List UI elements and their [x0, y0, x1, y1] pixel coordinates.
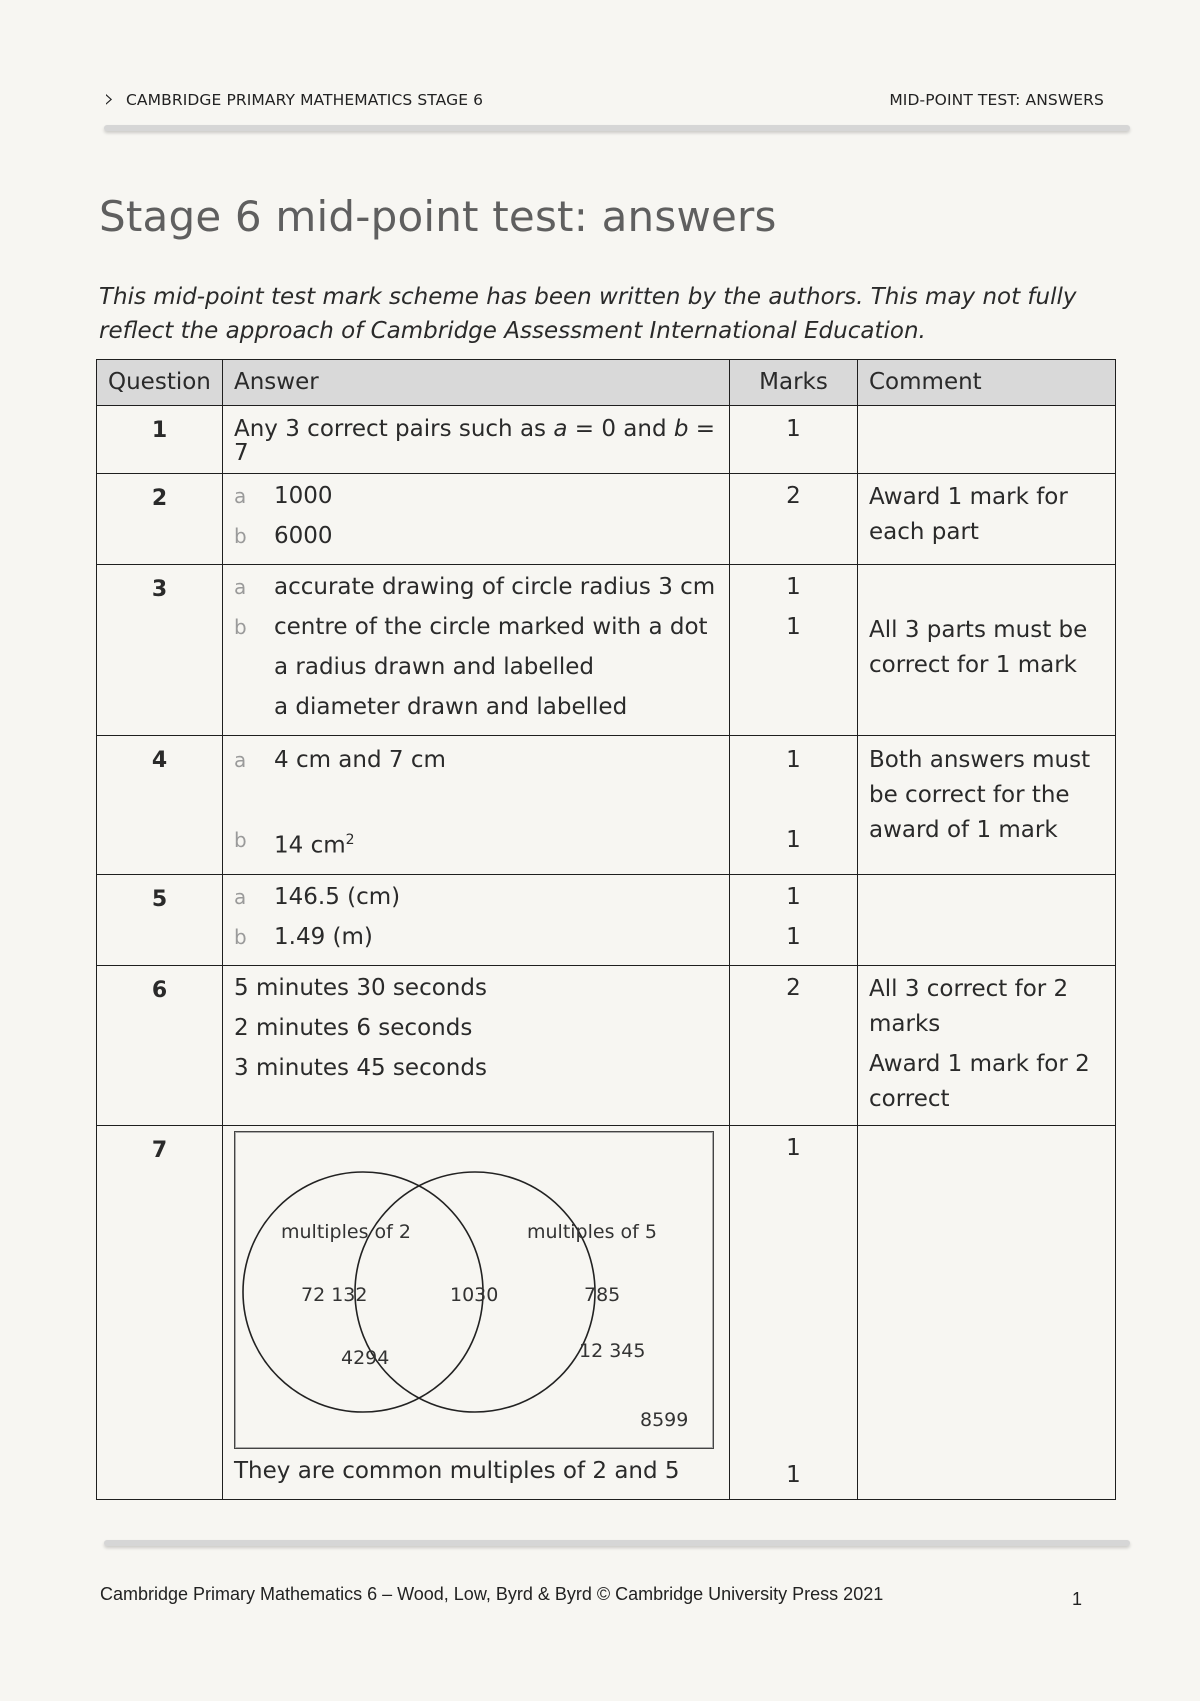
marks-value: 1 — [786, 1461, 801, 1488]
venn-diagram-svg — [235, 1132, 713, 1448]
part-letter: b — [234, 924, 247, 949]
question-number: 2 — [97, 474, 223, 565]
set-label-right: multiples of 5 — [527, 1220, 657, 1243]
marks-cell: 2 — [730, 474, 858, 565]
answer-cell — [223, 406, 730, 474]
answer-cell — [223, 736, 730, 875]
venn-value: 4294 — [341, 1346, 390, 1369]
column-header-marks: Marks — [730, 360, 858, 406]
comment-cell — [858, 406, 1116, 474]
venn-value: 8599 — [640, 1408, 689, 1431]
answer-text: a diameter drawn and labelled — [274, 694, 628, 720]
comment-text: All 3 correct for 2 marks — [869, 975, 1069, 1037]
venn-diagram — [234, 1131, 714, 1449]
question-number: 5 — [97, 874, 223, 965]
answer-cell — [223, 565, 730, 736]
answer-text: 146.5 (cm) — [274, 883, 401, 910]
table-row — [97, 474, 1116, 565]
answer-text: 3 minutes 45 seconds — [234, 1054, 487, 1081]
venn-value: 785 — [584, 1283, 621, 1306]
venn-value: 1030 — [450, 1283, 499, 1306]
table-header-row — [97, 360, 1116, 406]
table-row — [97, 1125, 1116, 1499]
question-number: 1 — [97, 406, 223, 474]
answer-cell — [223, 965, 730, 1125]
marks-value: 1 — [786, 614, 801, 640]
table-row — [97, 736, 1116, 875]
header-divider — [104, 125, 1130, 131]
footer-divider — [104, 1540, 1130, 1546]
answer-text: Any 3 correct pairs such as — [234, 416, 554, 442]
comment-cell — [858, 874, 1116, 965]
marks-value: 1 — [786, 747, 801, 773]
table-row — [97, 565, 1116, 736]
answer-text: = 0 and — [567, 416, 674, 442]
chevron-right-icon: › — [104, 84, 115, 114]
column-header-comment: Comment — [858, 360, 1116, 406]
answer-text: 14 $cm^2$ — [274, 832, 355, 859]
part-letter: b — [234, 828, 247, 852]
header-section-title: MID-POINT TEST: ANSWERS — [889, 91, 1104, 109]
header-book-title: CAMBRIDGE PRIMARY MATHEMATICS STAGE 6 — [126, 91, 484, 109]
variable-a: a — [553, 416, 568, 442]
intro-note: This mid-point test mark scheme has been written by the authors. This may not fully reflect the approach of Cambridge Assessment International Education. — [99, 284, 1077, 344]
part-letter: a — [234, 484, 247, 508]
answer-text: 2 minutes 6 seconds — [234, 1014, 473, 1041]
comment-cell — [858, 965, 1116, 1125]
page-number: 1 — [1071, 1589, 1082, 1609]
part-letter: a — [234, 884, 247, 909]
marks-cell — [730, 565, 858, 736]
set-label-left: multiples of 2 — [281, 1220, 411, 1243]
marks-cell — [730, 736, 858, 875]
part-letter: a — [234, 575, 247, 599]
page-title: Stage 6 mid-point test: answers — [99, 192, 777, 241]
question-number: 6 — [97, 965, 223, 1125]
answer-text: centre of the circle marked with a dot — [274, 614, 708, 640]
venn-value: 12 345 — [579, 1339, 646, 1362]
marks-cell — [730, 874, 858, 965]
footer-credit: Cambridge Primary Mathematics 6 – Wood, Low, Byrd & Byrd © Cambridge University Press 2021 — [100, 1584, 884, 1604]
marks-value: 1 — [786, 883, 801, 910]
answer-text: accurate drawing of circle radius 3 cm — [274, 574, 716, 600]
running-header — [104, 84, 1104, 114]
part-letter: b — [234, 524, 247, 548]
marks-value: 1 — [786, 827, 801, 853]
mark-scheme-table — [96, 359, 1116, 1500]
marks-value: 1 — [786, 923, 801, 950]
answer-cell — [223, 1125, 730, 1499]
answer-text: They are common multiples of 2 and 5 — [234, 1457, 680, 1484]
column-header-answer: Answer — [223, 360, 730, 406]
marks-cell: 2 — [730, 965, 858, 1125]
answer-text: = 7 — [234, 416, 716, 466]
marks-value: 1 — [786, 574, 801, 600]
marks-value: 1 — [786, 1134, 801, 1161]
comment-cell — [858, 1125, 1116, 1499]
answer-text: 1.49 (m) — [274, 923, 373, 950]
column-header-question: Question — [97, 360, 223, 406]
answer-text: 6000 — [274, 523, 333, 549]
part-letter: b — [234, 615, 247, 639]
answer-text: 5 minutes 30 seconds — [234, 974, 487, 1001]
comment-cell: Award 1 mark for each part — [858, 474, 1116, 565]
question-number: 3 — [97, 565, 223, 736]
answer-text: a radius drawn and labelled — [274, 654, 595, 680]
answer-cell — [223, 874, 730, 965]
variable-b: b — [673, 416, 689, 442]
marks-cell: 1 — [730, 406, 858, 474]
table-row — [97, 874, 1116, 965]
table-row — [97, 406, 1116, 474]
question-number: 4 — [97, 736, 223, 875]
marks-cell — [730, 1125, 858, 1499]
comment-text: Award 1 mark for 2 correct — [869, 1050, 1090, 1112]
table-row — [97, 965, 1116, 1125]
part-letter: a — [234, 748, 247, 772]
venn-value: 72 132 — [301, 1283, 368, 1306]
comment-cell: All 3 parts must be correct for 1 mark — [858, 565, 1116, 736]
answer-text: 4 cm and 7 cm — [274, 747, 446, 773]
answer-text: 1000 — [274, 483, 333, 509]
question-number: 7 — [97, 1125, 223, 1499]
comment-cell: Both answers must be correct for the award of 1 mark — [858, 736, 1116, 875]
answer-cell — [223, 474, 730, 565]
